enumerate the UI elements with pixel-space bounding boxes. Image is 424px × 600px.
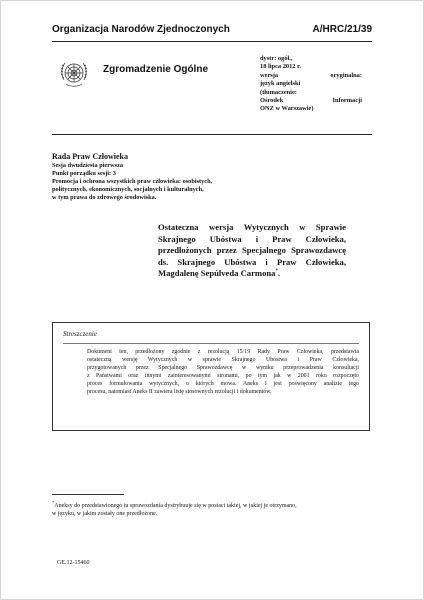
distribution-line: język angielski [260,80,301,88]
summary-label: Streszczenie [63,330,97,338]
agenda-line: politycznych, ekonomicznych, socjalnych i kulturalnych, [52,186,204,194]
section-rule [52,134,372,135]
footnote-text: Aneksy do przedstawionego tu sprawozdania dystrybuuje się w postaci takiej, w jakiej je otrzymano, [54,503,297,509]
agenda-line: w tym prawa do zdrowego środowiska. [52,194,157,202]
summary-line: ostateczną wersję Wytycznych w sprawie Skrajnego Ubóstwa i Praw Człowieka, [87,357,359,364]
title-line: Skrajnego Ubóstwa i Praw Człowieka, [158,233,346,244]
footnote-mark: * [275,269,278,275]
footnote [52,499,372,518]
distribution-line: (tłumaczenie: [260,88,297,96]
distribution-line: Ośrodek Informacji [260,97,362,105]
organization-name: Organizacja Narodów Zjednoczonych [52,24,230,35]
general-assembly-title: Zgromadzenie Ogólne [103,64,209,75]
title-end-punct: . [277,268,281,278]
title-line [158,268,346,280]
summary-line: przygotowanych przez Specjalnego Sprawozdawcę w wyniku przeprowadzenia konsultacji [87,365,359,372]
summary-box [52,322,370,431]
distribution-line: 18 lipca 2012 r. [260,63,301,71]
title-line: ds. Skrajnego Ubóstwa i Praw Człowieka, [158,256,346,267]
distribution-line: dystr: ogól., [260,55,293,62]
distribution-block [260,55,362,114]
document-number: GE.12-15460 [57,560,90,566]
footnote-line [52,499,372,510]
document-title [158,222,346,280]
session-line: Sesja dwudziesta pierwsza [52,162,124,169]
footnote-line: w języku, w jakim zostały one przedłożone. [52,511,158,517]
summary-line: Dokument ten, przedłożony zgodnie z rezolucją 15/19 Rady Praw Człowieka, przedstawia [87,349,359,355]
agenda-item: Punkt porządku sesji: 3 [52,170,116,178]
distribution-line: wersja oryginalna: [260,71,362,79]
un-emblem-icon [58,58,90,90]
agenda-line: Promocja i ochrona wszystkich praw człowieka: osobistych, [52,178,213,186]
council-name: Rada Praw Człowieka [52,152,128,161]
distribution-line: ONZ w Warszawie) [260,105,314,113]
title-line: Ostateczna wersja Wytycznych w Sprawie [158,222,346,232]
summary-line: z Państwami oraz innymi zainteresowanymi stronami, po tym jak w 2001 roku rozpoczęto [87,373,359,380]
summary-line: proces formułowania wytycznych, o których mowa. Aneks I jest poświęcony analizie tego [87,381,359,388]
title-line: przedłożonych przez Specjalnego Sprawozdawcę [158,245,346,255]
footnote-rule [52,494,124,495]
summary-label-rule [63,343,359,344]
document-symbol: A/HRC/21/39 [312,24,372,35]
summary-text [87,348,359,397]
header-rule [52,41,372,42]
summary-line: procesu, natomiast Aneks II zawiera listę stosownych rezolucji i dokumentów. [87,389,272,396]
title-author: Magdalenę Sepúlveda Carmona [158,268,276,278]
agenda-block [52,152,352,202]
footnote-marker: * [52,500,55,505]
